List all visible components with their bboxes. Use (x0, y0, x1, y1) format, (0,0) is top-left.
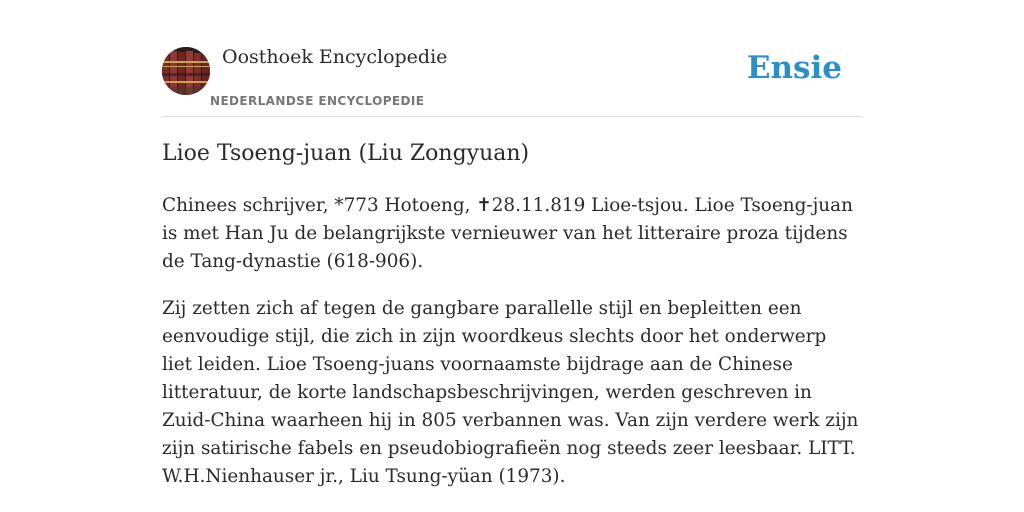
ensie-logo-link[interactable]: Ensie (746, 50, 842, 86)
site-subtitle: NEDERLANDSE ENCYCLOPEDIE (210, 94, 425, 108)
site-name[interactable]: Oosthoek Encyclopedie (222, 46, 448, 68)
article-paragraph-2: Zij zetten zich af tegen de gangbare parallelle stijl en bepleitten een eenvoudige stijl, die zich in zijn woordkeus slechts door het onderwerp liet leiden. Lioe Tsoeng-juans voornaamste bijdrage aan de Chinese litteratuur, de korte landschapsbeschrijvingen, werden geschreven in Zuid-China waarheen hij in 805 verbannen was. Van zijn verdere werk zijn zijn satirische fabels en pseudobiografieën nog steeds zeer leesbaar. LITT. W.H.Nienhauser jr., Liu Tsung-yüan (1973). (162, 298, 859, 487)
encyclopedia-books-avatar[interactable] (162, 47, 210, 95)
article-title: Lioe Tsoeng-juan (Liu Zongyuan) (162, 141, 530, 166)
page-container (162, 0, 862, 487)
site-header (162, 0, 862, 117)
article-paragraph-1: Chinees schrijver, *773 Hotoeng, ✝28.11.819 Lioe-tsjou. Lioe Tsoeng-juan is met Han Ju de belangrijkste vernieuwer van het litteraire proza tijdens de Tang-dynastie (618-906). (162, 195, 853, 272)
books-icon (162, 47, 210, 95)
